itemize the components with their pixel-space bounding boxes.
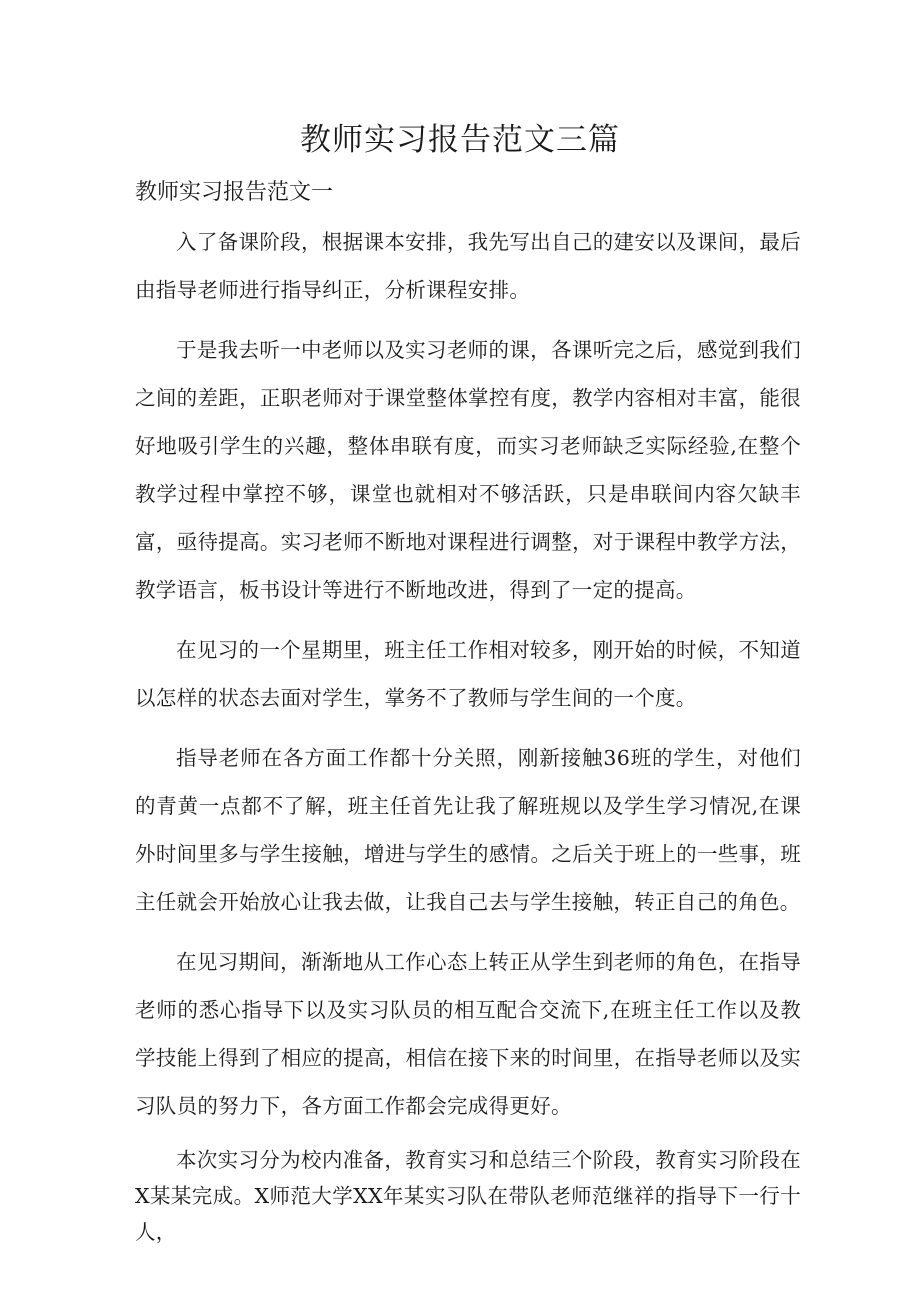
paragraph: 本次实习分为校内准备，教育实习和总结三个阶段，教育实习阶段在X某某完成。X师范大学XX年某实习队在带队老师范继祥的指导下一行十人， (135, 1148, 801, 1244)
paragraph: 在见习期间，渐渐地从工作心态上转正从学生到老师的角色，在指导老师的悉心指导下以及实习队员的相互配合交流下,在班主任工作以及教学技能上得到了相应的提高，相信在接下来的时间里，在指导老师以及实习队员的努力下，各方面工作都会完成得更好。 (135, 950, 801, 1118)
document-title: 教师实习报告范文三篇 (300, 122, 620, 158)
document-body (135, 218, 801, 1262)
paragraph: 入了备课阶段，根据课本安排，我先写出自己的建安以及课间，最后由指导老师进行指导纠正，分析课程安排。 (135, 230, 801, 302)
paragraph: 于是我去听一中老师以及实习老师的课，各课听完之后，感觉到我们之间的差距，正职老师对于课堂整体掌控有度，教学内容相对丰富，能很好地吸引学生的兴趣，整体串联有度，而实习老师缺乏实际经验,在整个教学过程中掌控不够，课堂也就相对不够活跃，只是串联间内容欠缺丰富，亟待提高。实习老师不断地对课程进行调整，对于课程中教学方法，教学语言，板书设计等进行不断地改进，得到了一定的提高。 (135, 338, 801, 602)
paragraph: 指导老师在各方面工作都十分关照，刚新接触36班的学生，对他们的青黄一点都不了解，班主任首先让我了解班规以及学生学习情况,在课外时间里多与学生接触，增进与学生的感情。之后关于班上的一些事，班主任就会开始放心让我去做，让我自己去与学生接触，转正自己的角色。 (135, 746, 801, 914)
paragraph: 在见习的一个星期里，班主任工作相对较多，刚开始的时候，不知道以怎样的状态去面对学生，掌务不了教师与学生间的一个度。 (135, 638, 801, 710)
section-heading: 教师实习报告范文一 (135, 180, 334, 205)
